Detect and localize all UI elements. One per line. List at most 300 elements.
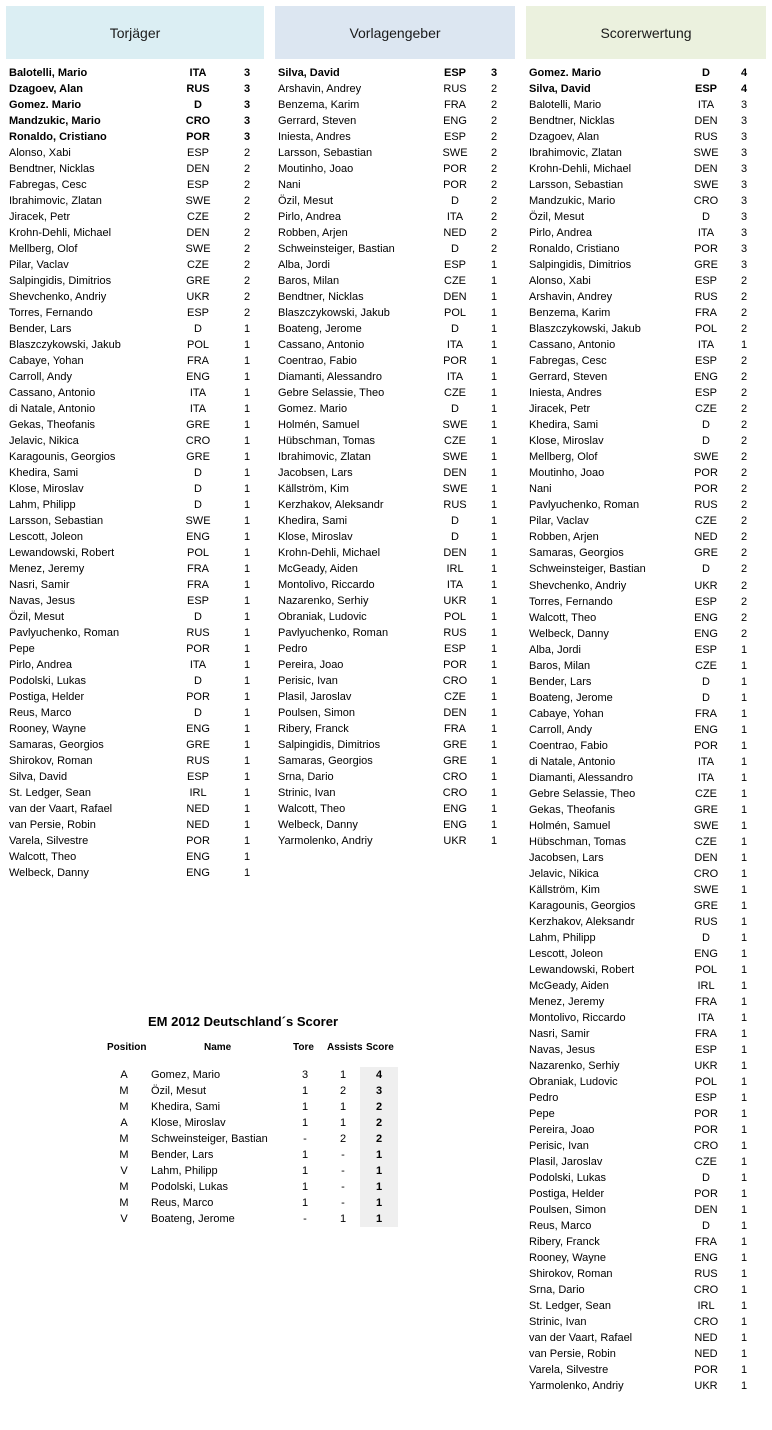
country-code: SWE [693,883,719,896]
list-row [529,1202,765,1218]
value: 1 [740,947,748,960]
list-row [9,641,264,657]
germany-row [100,1195,410,1211]
header-top-scorers: Torjäger [6,6,264,59]
player-name: Bendtner, Nicklas [529,115,615,128]
header-scorer-ranking: Scorerwertung [526,6,766,59]
country-code: D [702,67,710,79]
col-header-goals: Tore [293,1042,314,1053]
assists: 1 [339,1213,347,1225]
value: 2 [243,291,251,303]
list-row [9,817,264,833]
assists: 2 [339,1133,347,1145]
player-name: Plasil, Jaroslav [278,691,352,703]
country-code: ESP [694,595,717,608]
value: 1 [490,739,498,751]
position: M [119,1197,129,1209]
value: 1 [490,643,498,655]
player-name: Welbeck, Danny [529,627,609,640]
value: 1 [490,819,498,831]
country-code: ITA [446,211,464,223]
country-code: GRE [186,451,210,463]
value: 1 [740,963,748,976]
value: 2 [740,451,748,464]
list-row [529,1138,765,1154]
goals: 1 [301,1101,309,1113]
player-name: Gebre Selassie, Theo [278,387,385,399]
country-code: D [451,323,459,335]
country-code: ESP [186,771,209,783]
country-code: SWE [442,147,468,159]
value: 1 [740,1284,748,1297]
position: V [120,1213,128,1225]
player-name: Blaszczykowski, Jakub [529,323,641,336]
value: 1 [243,643,251,655]
value: 1 [490,771,498,783]
player-name: Gerrard, Steven [278,115,357,127]
list-row [529,642,765,658]
list-row [9,113,264,129]
player-name: Pirlo, Andrea [529,227,592,240]
value: 1 [740,1268,748,1281]
player-name: Gebre Selassie, Theo [529,787,636,800]
player-name: Özil, Mesut [151,1085,207,1097]
country-code: RUS [694,499,718,512]
country-code: POR [694,1124,718,1137]
value: 1 [243,499,251,511]
player-name: Welbeck, Danny [278,819,358,831]
player-name: Pilar, Vaclav [9,259,69,271]
value: 1 [740,1075,748,1088]
player-name: Blaszczykowski, Jakub [9,339,121,351]
value: 1 [243,467,251,479]
list-row [9,785,264,801]
position: M [119,1181,129,1193]
player-name: van Persie, Robin [529,1348,616,1361]
value: 1 [740,1364,748,1377]
player-name: Cassano, Antonio [529,339,616,352]
value: 2 [243,179,251,191]
list-row [529,177,765,193]
country-code: UKR [694,1059,718,1072]
value: 1 [740,1380,748,1393]
score: 2 [360,1099,398,1115]
country-code: POL [694,1075,717,1088]
list-row [529,385,765,401]
player-name: Navas, Jesus [529,1043,596,1056]
country-code: D [702,931,710,944]
value: 1 [740,1204,748,1217]
player-name: Hübschman, Tomas [529,835,627,848]
player-name: Larsson, Sebastian [278,147,373,159]
country-code: RUS [443,627,467,639]
value: 1 [490,659,498,671]
list-row [529,1362,765,1378]
country-code: ITA [446,339,464,351]
list-row [529,658,765,674]
value: 1 [740,995,748,1008]
value: 1 [740,755,748,768]
value: 2 [490,83,498,95]
country-code: IRL [189,787,207,799]
value: 2 [490,115,498,127]
player-name: Gomez. Mario [9,99,82,111]
player-name: Lewandowski, Robert [9,547,115,559]
country-code: D [702,675,710,688]
country-code: POR [443,163,467,175]
value: 1 [490,531,498,543]
list-row [529,946,765,962]
list-row [529,129,765,145]
country-code: GRE [443,739,467,751]
country-code: NED [443,227,467,239]
country-code: POL [694,963,717,976]
list-row [9,337,264,353]
player-name: Ibrahimovic, Zlatan [278,451,371,463]
country-code: SWE [693,147,719,160]
country-code: ESP [694,83,717,96]
player-name: Nasri, Samir [9,579,70,591]
country-code: SWE [442,483,468,495]
player-name: Mandzukic, Mario [529,195,616,208]
player-name: Ibrahimovic, Zlatan [9,195,102,207]
country-code: POR [694,483,718,496]
player-name: Pilar, Vaclav [529,515,589,528]
player-name: St. Ledger, Sean [529,1300,611,1313]
value: 1 [740,1316,748,1329]
value: 3 [243,99,251,111]
value: 1 [243,515,251,527]
country-code: CZE [444,435,466,447]
country-code: DEN [443,707,467,719]
country-code: D [451,531,459,543]
col-header-assists: Assists [327,1042,363,1053]
value: 2 [490,179,498,191]
country-code: D [451,515,459,527]
player-name: Özil, Mesut [9,611,65,623]
player-name: Arshavin, Andrey [529,291,613,304]
value: 1 [490,291,498,303]
player-name: Silva, David [278,67,340,79]
country-code: ITA [189,67,207,79]
germany-table-title: EM 2012 Deutschland´s Scorer [148,1014,339,1029]
list-row [9,769,264,785]
player-name: Baros, Milan [278,275,340,287]
germany-row [100,1163,410,1179]
score: 1 [360,1179,398,1195]
player-name: Shirokov, Roman [9,755,93,767]
list-row [529,994,765,1010]
country-code: ENG [186,867,210,879]
country-code: ITA [697,771,715,784]
player-name: Jelavic, Nikica [9,435,79,447]
value: 3 [243,131,251,143]
country-code: UKR [694,579,718,592]
country-code: ENG [186,371,210,383]
player-name: Khedira, Sami [278,515,348,527]
country-code: RUS [186,83,210,95]
player-name: Yarmolenko, Andriy [529,1380,624,1393]
country-code: POR [694,739,718,752]
list-row [529,241,765,257]
score: 2 [360,1115,398,1131]
country-code: D [702,691,710,704]
country-code: RUS [694,915,718,928]
germany-row [100,1147,410,1163]
country-code: ENG [694,611,718,624]
value: 1 [740,787,748,800]
value: 1 [740,739,748,752]
player-name: Nani [278,179,301,191]
country-code: POR [694,1364,718,1377]
player-name: Pepe [9,643,35,655]
value: 1 [490,323,498,335]
player-name: Varela, Silvestre [9,835,89,847]
player-name: Gerrard, Steven [529,371,608,384]
country-code: ENG [186,531,210,543]
player-name: Özil, Mesut [529,211,585,224]
list-row [529,529,765,545]
country-code: GRE [694,259,718,272]
player-name: Reus, Marco [529,1220,592,1233]
value: 2 [243,227,251,239]
list-row [529,1378,765,1394]
country-code: DEN [443,467,467,479]
player-name: Holmén, Samuel [278,419,360,431]
country-code: ITA [697,99,715,112]
country-code: CRO [442,675,468,687]
value: 1 [490,451,498,463]
player-name: Källström, Kim [529,883,600,896]
country-code: ENG [694,1252,718,1265]
list-row [529,834,765,850]
player-name: Boateng, Jerome [529,691,613,704]
goals: - [303,1133,307,1145]
player-name: Perisic, Ivan [278,675,338,687]
list-row [9,833,264,849]
germany-row [100,1115,410,1131]
value: 1 [740,1300,748,1313]
country-code: ITA [189,659,207,671]
value: 1 [243,339,251,351]
player-name: Klose, Miroslav [151,1117,226,1129]
germany-row [100,1067,410,1083]
country-code: RUS [443,83,467,95]
value: 1 [243,435,251,447]
player-name: Karagounis, Georgios [529,899,636,912]
value: 1 [490,275,498,287]
value: 1 [243,323,251,335]
country-code: ENG [443,819,467,831]
player-name: Baros, Milan [529,659,591,672]
country-code: CRO [185,435,211,447]
value: 2 [740,435,748,448]
value: 1 [740,1332,748,1345]
country-code: ESP [186,595,209,607]
player-name: Srna, Dario [529,1284,585,1297]
player-name: Schweinsteiger, Bastian [151,1133,268,1145]
country-code: ESP [443,259,466,271]
country-code: IRL [446,563,464,575]
list-row [529,578,765,594]
country-code: ITA [446,371,464,383]
value: 1 [740,851,748,864]
country-code: SWE [442,451,468,463]
value: 2 [740,291,748,304]
country-code: SWE [185,195,211,207]
list-row [529,1122,765,1138]
player-name: Lescott, Joleon [9,531,83,543]
value: 1 [243,355,251,367]
country-code: RUS [694,131,718,144]
value: 1 [740,835,748,848]
list-row [529,1266,765,1282]
country-code: FRA [187,355,209,367]
position: M [119,1133,129,1145]
player-name: Coentrao, Fabio [529,739,608,752]
list-row [529,465,765,481]
list-row [9,721,264,737]
player-name: Lahm, Philipp [529,931,596,944]
germany-row [100,1179,410,1195]
player-name: Lewandowski, Robert [529,963,635,976]
germany-row [100,1131,410,1147]
value: 1 [490,259,498,271]
player-name: Iniesta, Andres [278,131,351,143]
player-name: Welbeck, Danny [9,867,89,879]
value: 1 [740,659,748,672]
list-row [9,161,264,177]
list-row [529,353,765,369]
value: 1 [740,899,748,912]
list-row [9,497,264,513]
player-name: St. Ledger, Sean [9,787,91,799]
position: A [120,1069,128,1081]
value: 4 [740,67,748,79]
col-header-name: Name [204,1042,232,1053]
player-name: Samaras, Georgios [9,739,104,751]
country-code: ENG [694,947,718,960]
goals: 1 [301,1165,309,1177]
country-code: D [194,707,202,719]
score: 1 [360,1163,398,1179]
list-row [529,818,765,834]
value: 2 [243,275,251,287]
position: M [119,1149,129,1161]
list-row [529,610,765,626]
list-row [9,209,264,225]
player-name: Özil, Mesut [278,195,334,207]
country-code: GRE [694,899,718,912]
goals: 3 [301,1069,309,1081]
player-name: Khedira, Sami [9,467,79,479]
player-name: Obraniak, Ludovic [278,611,367,623]
value: 1 [740,691,748,704]
list-row [9,465,264,481]
country-code: SWE [442,419,468,431]
player-name: Walcott, Theo [9,851,77,863]
country-code: FRA [187,579,209,591]
player-name: Nani [529,483,552,496]
list-row [529,1250,765,1266]
position: V [120,1165,128,1177]
country-code: NED [694,531,718,544]
list-row [529,674,765,690]
player-name: Jelavic, Nikica [529,867,599,880]
value: 1 [740,883,748,896]
player-name: Ribery, Franck [529,1236,600,1249]
player-name: Walcott, Theo [278,803,346,815]
country-code: ENG [694,627,718,640]
player-name: Samaras, Georgios [529,547,624,560]
player-name: Podolski, Lukas [9,675,87,687]
player-name: Schweinsteiger, Bastian [529,563,646,576]
list-row [9,865,264,881]
player-name: Fabregas, Cesc [9,179,87,191]
list-row [9,145,264,161]
value: 1 [740,1220,748,1233]
list-row [9,561,264,577]
country-code: CRO [693,1316,719,1329]
value: 2 [740,563,748,576]
country-code: DEN [694,1204,718,1217]
country-code: ESP [443,67,466,79]
value: 1 [243,851,251,863]
country-code: ESP [186,147,209,159]
list-row [529,1090,765,1106]
country-code: FRA [695,307,717,320]
list-row [529,1218,765,1234]
list-row [529,545,765,561]
list-row [9,273,264,289]
player-name: Krohn-Dehli, Michael [278,547,381,559]
value: 3 [740,99,748,112]
player-name: Cabaye, Yohan [9,355,84,367]
player-name: Ronaldo, Cristiano [529,243,620,256]
country-code: SWE [693,451,719,464]
value: 2 [740,275,748,288]
list-row [529,257,765,273]
list-row [9,241,264,257]
score: 1 [360,1195,398,1211]
value: 2 [740,307,748,320]
country-code: DEN [694,163,718,176]
country-code: FRA [695,995,717,1008]
value: 1 [740,1172,748,1185]
player-name: Arshavin, Andrey [278,83,362,95]
player-name: Navas, Jesus [9,595,76,607]
player-name: Alba, Jordi [278,259,330,271]
country-code: FRA [695,707,717,720]
value: 1 [243,707,251,719]
value: 1 [243,739,251,751]
player-name: Pereira, Joao [529,1124,595,1137]
value: 3 [740,259,748,272]
country-code: D [194,323,202,335]
value: 1 [490,467,498,479]
country-code: IRL [697,979,715,992]
player-name: Schweinsteiger, Bastian [278,243,395,255]
list-row [529,754,765,770]
value: 1 [740,339,748,352]
country-code: GRE [443,755,467,767]
value: 1 [740,723,748,736]
list-row [529,1234,765,1250]
country-code: SWE [693,179,719,192]
value: 1 [243,419,251,431]
player-name: Krohn-Dehli, Michael [529,163,632,176]
player-name: Klose, Miroslav [9,483,84,495]
